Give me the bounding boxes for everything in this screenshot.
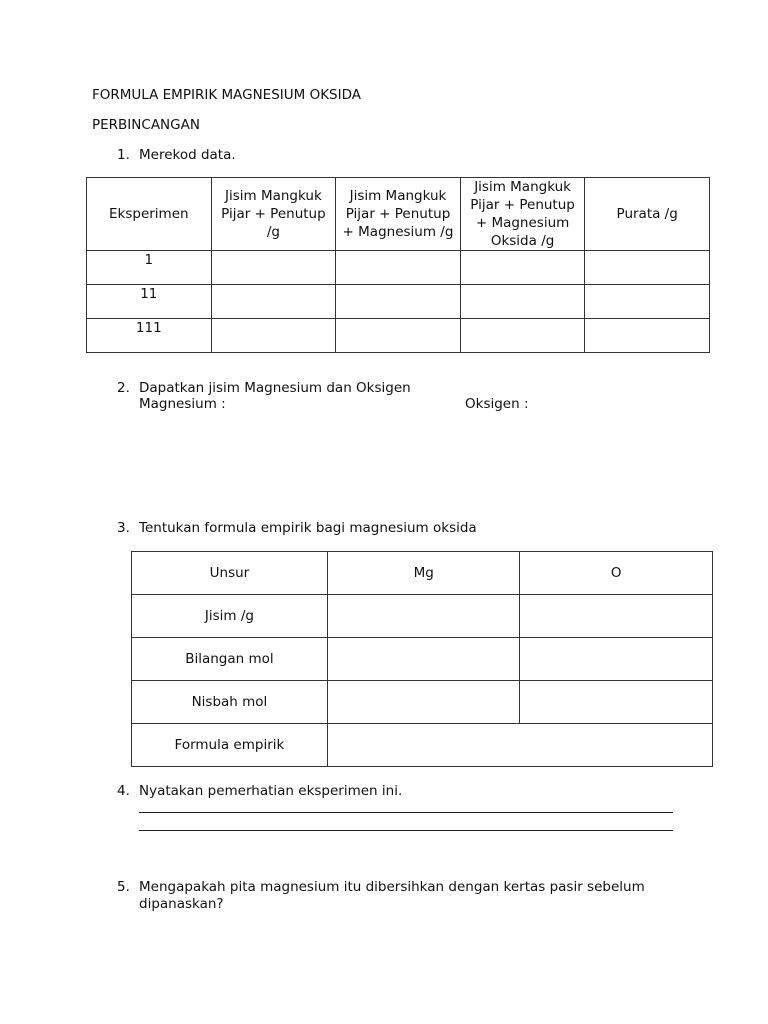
table-cell[interactable] [327, 724, 712, 767]
header-crucible-lid-magnesium: Jisim Mangkuk Pijar + Penutup + Magnesium /g [336, 178, 461, 251]
q1-text: Merekod data. [139, 147, 236, 163]
row-label-nisbah-mol: Nisbah mol [132, 681, 328, 724]
table-cell[interactable] [327, 681, 520, 724]
q2-number: 2. [117, 380, 130, 396]
table-row [87, 285, 710, 319]
empirical-formula-table [131, 551, 713, 767]
q5-text-line2: dipanaskan? [139, 896, 224, 912]
q2-text: Dapatkan jisim Magnesium dan Oksigen [139, 380, 411, 396]
header-mg: Mg [327, 552, 520, 595]
table-cell[interactable] [336, 319, 461, 353]
table-row [132, 724, 713, 767]
q1-number: 1. [117, 147, 130, 163]
answer-line[interactable] [139, 830, 673, 831]
header-unsur: Unsur [132, 552, 328, 595]
table-cell[interactable] [460, 285, 585, 319]
row-label-jisim: Jisim /g [132, 595, 328, 638]
table-cell[interactable] [336, 285, 461, 319]
table-cell[interactable] [211, 285, 336, 319]
q5-number: 5. [117, 879, 130, 895]
row-label-bilangan-mol: Bilangan mol [132, 638, 328, 681]
experiment-number: 111 [87, 319, 212, 353]
table-row [87, 319, 710, 353]
table-cell[interactable] [460, 251, 585, 285]
table-cell[interactable] [211, 251, 336, 285]
magnesium-label: Magnesium : [139, 396, 226, 412]
table-cell[interactable] [336, 251, 461, 285]
experiment-number: 1 [87, 251, 212, 285]
answer-line[interactable] [139, 812, 673, 813]
table-cell[interactable] [327, 638, 520, 681]
table-header-row [87, 178, 710, 251]
q3-number: 3. [117, 520, 130, 536]
table-cell[interactable] [520, 595, 713, 638]
table-row [132, 595, 713, 638]
table-cell[interactable] [585, 319, 710, 353]
table-row [132, 681, 713, 724]
header-eksperimen: Eksperimen [87, 178, 212, 251]
document-title: FORMULA EMPIRIK MAGNESIUM OKSIDA [92, 87, 361, 103]
table-cell[interactable] [585, 285, 710, 319]
header-crucible-lid-magnesium-oxide: Jisim Mangkuk Pijar + Penutup + Magnesium Oksida /g [460, 178, 585, 251]
section-heading: PERBINCANGAN [92, 117, 200, 133]
q4-text: Nyatakan pemerhatian eksperimen ini. [139, 783, 403, 799]
header-o: O [520, 552, 713, 595]
table-header-row [132, 552, 713, 595]
table-cell[interactable] [327, 595, 520, 638]
q3-text: Tentukan formula empirik bagi magnesium oksida [139, 520, 477, 536]
q4-number: 4. [117, 783, 130, 799]
header-purata: Purata /g [585, 178, 710, 251]
table-cell[interactable] [520, 638, 713, 681]
table-row [132, 638, 713, 681]
experiment-number: 11 [87, 285, 212, 319]
table-row [87, 251, 710, 285]
q5-text-line1: Mengapakah pita magnesium itu dibersihkan dengan kertas pasir sebelum [139, 879, 645, 895]
data-table [86, 177, 710, 353]
header-crucible-lid: Jisim Mangkuk Pijar + Penutup /g [211, 178, 336, 251]
row-label-formula-empirik: Formula empirik [132, 724, 328, 767]
table-cell[interactable] [520, 681, 713, 724]
table-cell[interactable] [460, 319, 585, 353]
table-cell[interactable] [211, 319, 336, 353]
table-cell[interactable] [585, 251, 710, 285]
oksigen-label: Oksigen : [465, 396, 529, 412]
